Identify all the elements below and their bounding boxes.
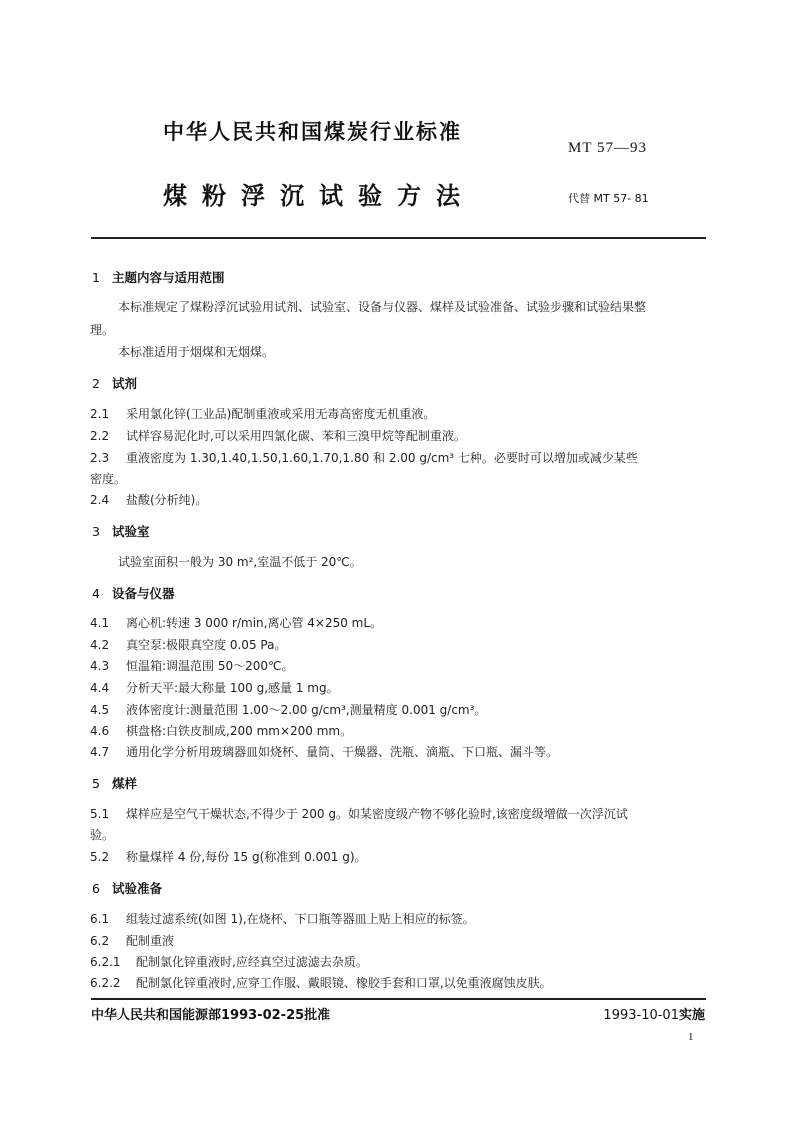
org-title: 中华人民共和国煤炭行业标准 bbox=[163, 120, 462, 144]
clause-text: 煤样应是空气干燥状态,不得少于 200 g。如某密度级产物不够化验时,该密度级增做一次浮沉试 bbox=[126, 807, 628, 821]
clause-text: 称量煤样 4 份,每份 15 g(称准到 0.001 g)。 bbox=[126, 850, 367, 864]
clause-text: 试样容易泥化时,可以采用四氯化碳、苯和三溴甲烷等配制重液。 bbox=[126, 429, 466, 443]
clause-4-6 bbox=[90, 722, 352, 739]
section-number: 4 bbox=[92, 586, 100, 601]
section-1-heading bbox=[92, 268, 225, 286]
clause-4-2 bbox=[90, 636, 286, 653]
clause-5-1 bbox=[90, 805, 628, 822]
clause-number: 2.2 bbox=[90, 429, 110, 443]
paragraph: 试验室面积一般为 30 m²,室温不低于 20℃。 bbox=[118, 555, 362, 569]
clause-text: 盐酸(分析纯)。 bbox=[126, 493, 208, 507]
approval-note: 中华人民共和国能源部1993-02-25批准 bbox=[91, 1008, 331, 1023]
section-2-heading bbox=[92, 374, 137, 392]
section-number: 5 bbox=[92, 776, 100, 791]
clause-number: 4.1 bbox=[90, 616, 110, 630]
clause-continuation: 密度。 bbox=[90, 472, 127, 486]
clause-2-3 bbox=[90, 449, 638, 466]
clause-text: 真空泵:极限真空度 0.05 Pa。 bbox=[126, 638, 287, 652]
clause-number: 4.4 bbox=[90, 681, 110, 695]
paragraph-continuation: 理。 bbox=[90, 323, 115, 337]
clause-number: 4.7 bbox=[90, 745, 110, 759]
clause-text: 恒温箱:调温范围 50～200℃。 bbox=[126, 659, 294, 673]
clause-6-2-2 bbox=[90, 974, 552, 991]
replaces-note: 代替 MT 57- 81 bbox=[568, 192, 649, 205]
implementation-date: 1993-10-01 bbox=[603, 1008, 679, 1023]
clause-5-2 bbox=[90, 848, 367, 865]
clause-number: 6.2.2 bbox=[90, 976, 121, 990]
clause-number: 4.3 bbox=[90, 659, 110, 673]
clause-text: 配制重液 bbox=[126, 934, 175, 948]
footer-rule bbox=[91, 998, 706, 1000]
clause-number: 5.1 bbox=[90, 807, 110, 821]
header-rule bbox=[91, 237, 706, 239]
clause-number: 6.2.1 bbox=[90, 955, 121, 969]
clause-4-4 bbox=[90, 679, 339, 696]
clause-text: 配制氯化锌重液时,应经真空过滤滤去杂质。 bbox=[136, 955, 368, 969]
clause-number: 6.1 bbox=[90, 912, 110, 926]
clause-4-7 bbox=[90, 743, 558, 760]
clause-text: 采用氯化锌(工业品)配制重液或采用无毒高密度无机重液。 bbox=[126, 407, 436, 421]
clause-text: 重液密度为 1.30,1.40,1.50,1.60,1.70,1.80 和 2.00 g/cm³ 七种。必要时可以增加或减少某些 bbox=[126, 451, 638, 465]
clause-number: 2.1 bbox=[90, 407, 110, 421]
clause-number: 4.2 bbox=[90, 638, 110, 652]
document-title: 煤粉浮沉试验方法 bbox=[163, 182, 475, 210]
paragraph: 本标准规定了煤粉浮沉试验用试剂、试验室、设备与仪器、煤样及试验准备、试验步骤和试验结果整 bbox=[118, 300, 647, 314]
clause-text: 分析天平:最大称量 100 g,感量 1 mg。 bbox=[126, 681, 339, 695]
clause-text: 棋盘格:白铁皮制成,200 mm×200 mm。 bbox=[126, 724, 353, 738]
section-number: 6 bbox=[92, 881, 100, 896]
section-number: 2 bbox=[92, 376, 100, 391]
section-4-heading bbox=[92, 584, 175, 602]
clause-2-4 bbox=[90, 491, 207, 508]
implementation-note bbox=[603, 1004, 705, 1023]
clause-4-1 bbox=[90, 614, 382, 631]
clause-2-2 bbox=[90, 427, 466, 444]
section-6-heading bbox=[92, 879, 162, 897]
clause-number: 4.5 bbox=[90, 703, 110, 717]
clause-number: 2.3 bbox=[90, 451, 110, 465]
clause-number: 5.2 bbox=[90, 850, 110, 864]
section-number: 3 bbox=[92, 524, 100, 539]
clause-text: 离心机:转速 3 000 r/min,离心管 4×250 mL。 bbox=[126, 616, 383, 630]
clause-text: 组装过滤系统(如图 1),在烧杯、下口瓶等器皿上贴上相应的标签。 bbox=[126, 912, 475, 926]
section-number: 1 bbox=[92, 270, 100, 285]
clause-6-2-1 bbox=[90, 953, 368, 970]
section-title: 试验准备 bbox=[112, 881, 163, 896]
clause-2-1 bbox=[90, 405, 435, 422]
section-title: 试剂 bbox=[112, 376, 138, 391]
section-3-heading bbox=[92, 522, 150, 540]
clause-continuation: 验。 bbox=[90, 828, 115, 842]
section-title: 试验室 bbox=[112, 524, 150, 539]
clause-6-1 bbox=[90, 910, 475, 927]
page-number: 1 bbox=[688, 1031, 694, 1043]
section-title: 设备与仪器 bbox=[112, 586, 175, 601]
clause-number: 2.4 bbox=[90, 493, 110, 507]
clause-text: 液体密度计:测量范围 1.00～2.00 g/cm³,测量精度 0.001 g/cm³。 bbox=[126, 703, 487, 717]
section-title: 主题内容与适用范围 bbox=[112, 270, 225, 285]
section-5-heading bbox=[92, 774, 137, 792]
clause-4-5 bbox=[90, 701, 486, 718]
clause-text: 通用化学分析用玻璃器皿如烧杯、量筒、干燥器、洗瓶、滴瓶、下口瓶、漏斗等。 bbox=[126, 745, 559, 759]
clause-6-2 bbox=[90, 932, 174, 949]
standard-code: MT 57—93 bbox=[568, 140, 647, 156]
section-title: 煤样 bbox=[112, 776, 138, 791]
clause-number: 6.2 bbox=[90, 934, 110, 948]
implementation-label: 实施 bbox=[678, 1008, 705, 1023]
clause-text: 配制氯化锌重液时,应穿工作服、戴眼镜、橡胶手套和口罩,以免重液腐蚀皮肤。 bbox=[136, 976, 552, 990]
clause-4-3 bbox=[90, 657, 294, 674]
clause-number: 4.6 bbox=[90, 724, 110, 738]
paragraph: 本标准适用于烟煤和无烟煤。 bbox=[118, 345, 275, 359]
